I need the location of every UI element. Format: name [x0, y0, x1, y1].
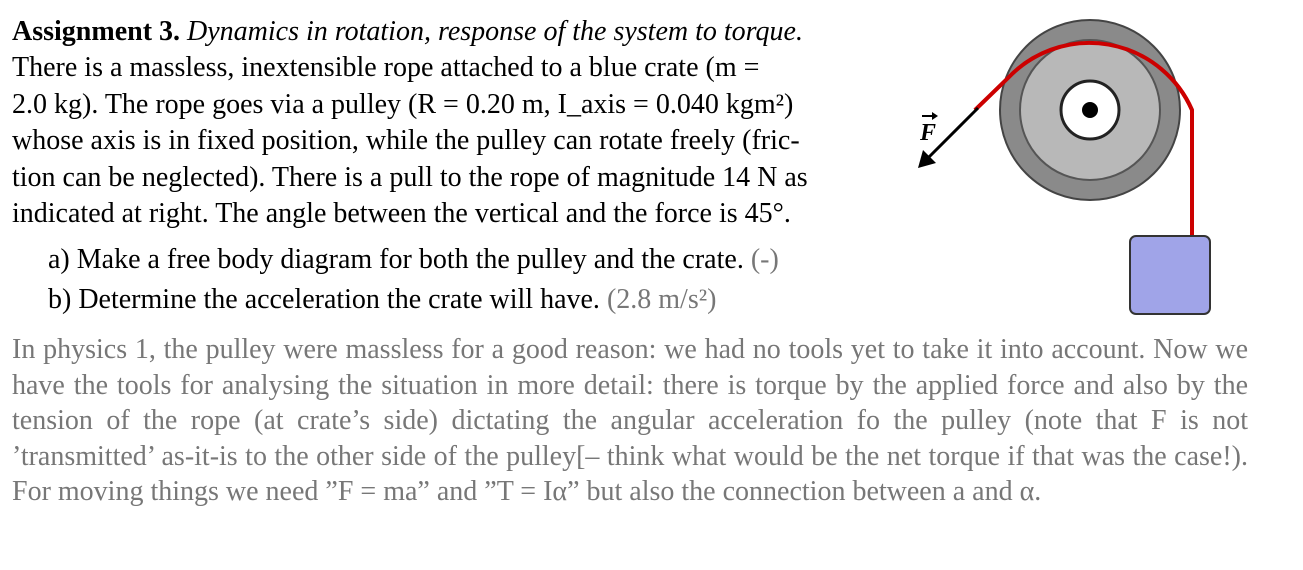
assignment-line: indicated at right. The angle between the vertical and the force is 45°.	[12, 198, 791, 230]
assignment-line-1	[12, 14, 892, 50]
task-text: b) Determine the acceleration the crate will have.	[48, 284, 600, 315]
task-list	[48, 240, 779, 320]
pulley-diagram	[900, 0, 1303, 330]
task-answer: (2.8 m/s²)	[606, 284, 717, 315]
assignment-subtitle: Dynamics in rotation, response of the system to torque.	[187, 16, 803, 47]
hint-paragraph: In physics 1, the pulley were massless for a good reason: we had no tools yet to take it into account. Now we have the tools for analysing the situation in more detail: there is torque by the applied force and also by the tension of the rope (at crate’s side) dictating the angular acceleration fo the pulley (note that F is not ’transmitted’ as-it-is to the other side of the pulley[– think what would be the net torque if that was the case!). For moving things we need ”F = ma” and ”T = Iα” but also the connection between a and α.	[12, 334, 1248, 508]
assignment-line: tion can be neglected). There is a pull to the rope of magnitude 14 N as	[12, 161, 808, 193]
crate	[1130, 236, 1210, 314]
task-text: a) Make a free body diagram for both the pulley and the crate.	[48, 244, 744, 275]
pulley-axis	[1082, 102, 1098, 118]
task-item-a	[48, 240, 779, 280]
assignment-line: 2.0 kg). The rope goes via a pulley (R = 0.20 m, I_axis = 0.040 kgm²)	[12, 88, 794, 120]
task-answer: (-)	[750, 244, 779, 275]
assignment-paragraph	[12, 14, 892, 232]
force-label: F	[920, 120, 937, 146]
task-item-b	[48, 280, 779, 320]
assignment-line: There is a massless, inextensible rope attached to a blue crate (m =	[12, 52, 760, 84]
force-label-vector-head	[932, 112, 938, 120]
assignment-title: Assignment 3.	[12, 16, 181, 47]
assignment-line: whose axis is in fixed position, while the pulley can rotate freely (fric-	[12, 125, 800, 157]
